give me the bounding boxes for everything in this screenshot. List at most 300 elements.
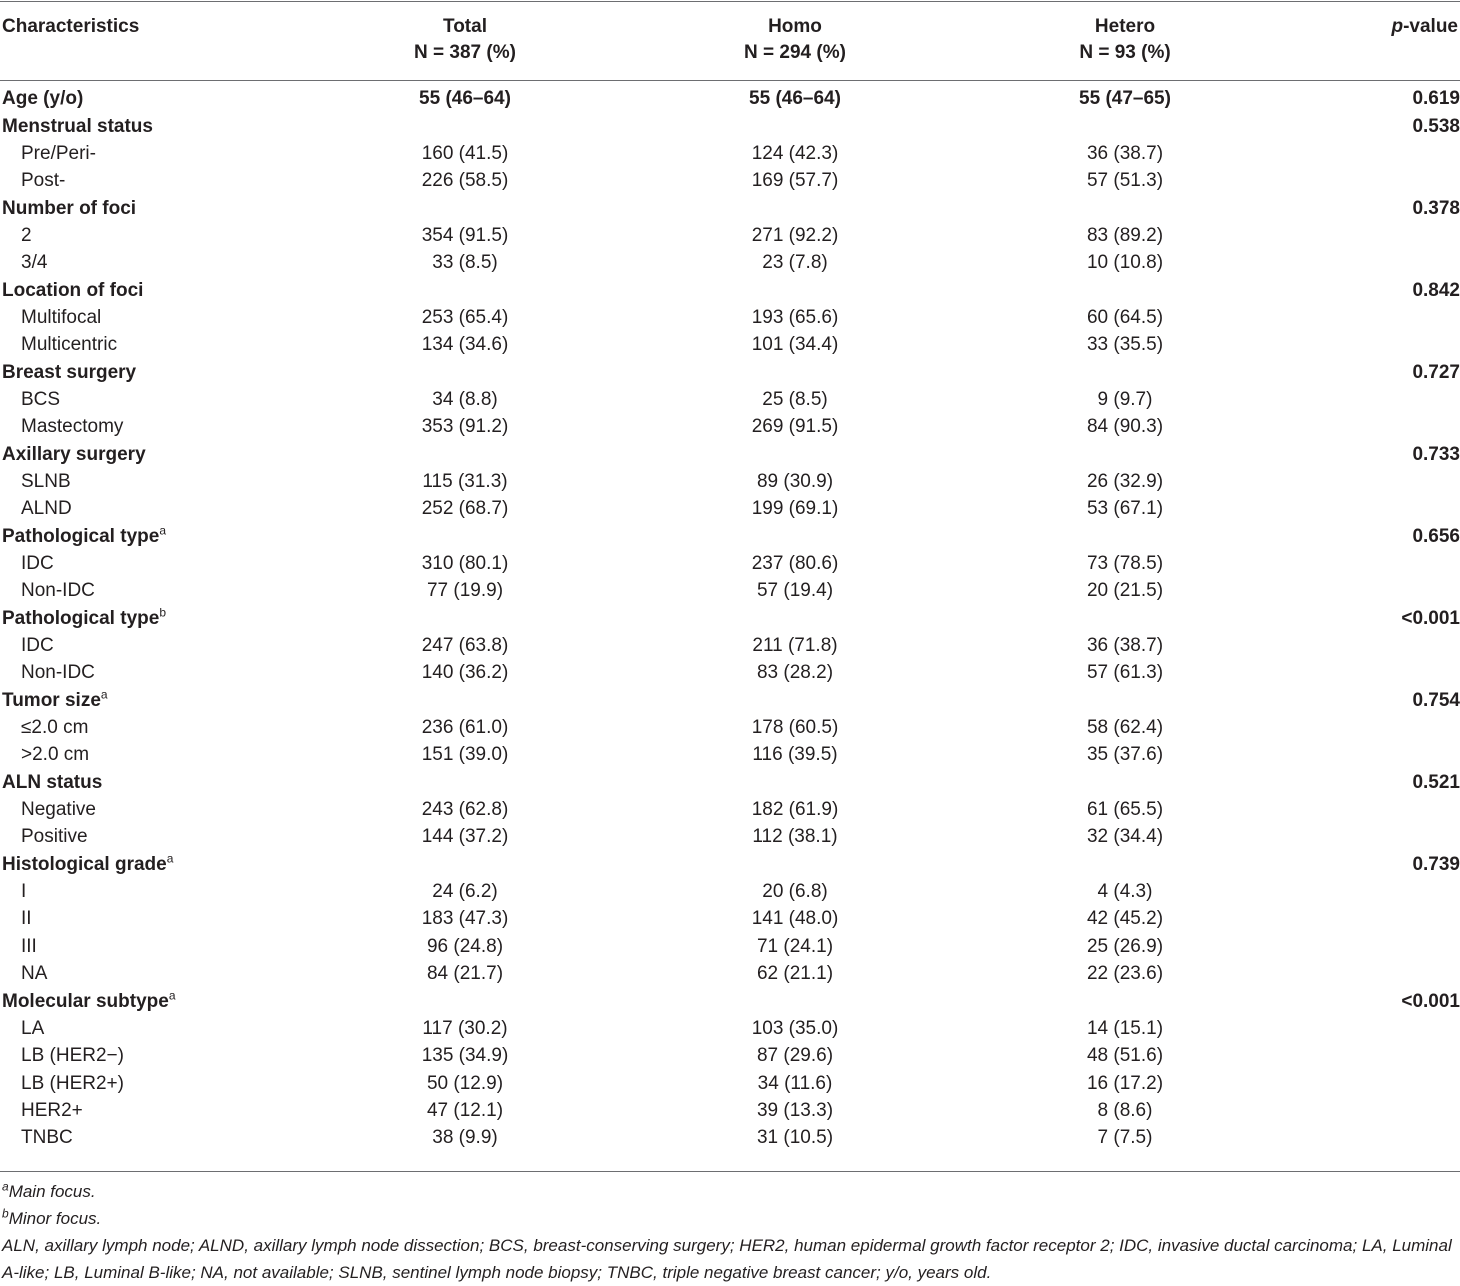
cell-characteristic: [0, 167, 300, 194]
cell-total: 353 (91.2): [421, 416, 509, 438]
cell-p-value: <0.001: [1401, 607, 1460, 629]
table-row-group-header: [0, 194, 1460, 221]
cell-p-value: [1290, 468, 1460, 495]
footnote-marker: a: [159, 523, 166, 538]
header-total: [300, 14, 630, 66]
table-row: [0, 495, 1460, 522]
cell-p-value: [1290, 550, 1460, 577]
cell-homo: [630, 440, 960, 467]
cell-p-value: [1290, 933, 1460, 960]
table-row-group-header: [0, 358, 1460, 385]
cell-homo: [630, 605, 960, 632]
characteristic-label: BCS: [21, 388, 61, 410]
cell-homo: 89 (30.9): [756, 470, 834, 492]
cell-characteristic: [0, 823, 300, 850]
footnote-marker: a: [100, 687, 108, 702]
header-total-label: Total: [443, 16, 487, 37]
cell-total: [300, 605, 630, 632]
cell-hetero: 10 (10.8): [1086, 252, 1164, 274]
cell-homo: 269 (91.5): [751, 416, 839, 438]
footnote-b-mark: b: [2, 1206, 9, 1221]
cell-hetero: [960, 769, 1290, 796]
cell-total: 135 (34.9): [421, 1045, 509, 1067]
table-row-group-header: [0, 440, 1460, 467]
characteristic-label: Menstrual status: [2, 115, 153, 137]
cell-p-value: 0.754: [1412, 689, 1460, 711]
cell-total: 84 (21.7): [426, 963, 504, 985]
table-row-group-header: [0, 112, 1460, 139]
cell-homo: 83 (28.2): [756, 662, 834, 684]
cell-hetero: [960, 112, 1290, 139]
cell-characteristic: [0, 905, 300, 932]
footnote-a: [2, 1178, 1458, 1205]
characteristic-label: ALND: [21, 498, 72, 520]
cell-hetero: [960, 440, 1290, 467]
characteristic-label: Non-IDC: [21, 580, 95, 602]
characteristic-label: 3/4: [21, 252, 48, 274]
cell-p-value: [1290, 1015, 1460, 1042]
cell-homo: 124 (42.3): [751, 142, 839, 164]
cell-total: 354 (91.5): [421, 224, 509, 246]
cell-hetero: 9 (9.7): [1097, 388, 1153, 410]
cell-homo: 87 (29.6): [756, 1045, 834, 1067]
cell-hetero: 8 (8.6): [1097, 1099, 1153, 1121]
cell-total: 134 (34.6): [421, 334, 509, 356]
cell-hetero: 73 (78.5): [1086, 553, 1164, 575]
cell-characteristic: [0, 112, 300, 139]
cell-hetero: 36 (38.7): [1086, 142, 1164, 164]
characteristic-label: ALN status: [2, 771, 103, 793]
cell-p-value: 0.842: [1412, 279, 1460, 301]
bottom-rule: [0, 1171, 1460, 1172]
characteristic-label: SLNB: [21, 470, 71, 492]
table-row-group-header: [0, 276, 1460, 303]
characteristic-label: Mastectomy: [21, 416, 124, 438]
cell-p-value: [1290, 386, 1460, 413]
cell-total: [300, 358, 630, 385]
table-row: [0, 331, 1460, 358]
cell-hetero: [960, 687, 1290, 714]
cell-p-value: [1290, 331, 1460, 358]
characteristic-label: LB (HER2+): [21, 1072, 124, 1094]
characteristic-label: TNBC: [21, 1127, 73, 1149]
cell-total: [300, 851, 630, 878]
cell-homo: 57 (19.4): [756, 580, 834, 602]
footnote-a-mark: a: [2, 1179, 9, 1194]
cell-characteristic: [0, 714, 300, 741]
cell-p-value: [1290, 577, 1460, 604]
header-characteristics: Characteristics: [2, 16, 140, 37]
cell-total: 151 (39.0): [421, 744, 509, 766]
cell-total: [300, 769, 630, 796]
cell-p-value: [1290, 413, 1460, 440]
cell-total: 247 (63.8): [421, 635, 509, 657]
cell-hetero: 7 (7.5): [1097, 1127, 1153, 1149]
cell-characteristic: [0, 276, 300, 303]
cell-homo: 23 (7.8): [762, 252, 828, 274]
cell-p-value: [1290, 1069, 1460, 1096]
characteristic-label: Pre/Peri-: [21, 142, 96, 164]
characteristic-label: IDC: [21, 635, 54, 657]
characteristic-label: Molecular subtype: [2, 990, 169, 1012]
characteristic-label: NA: [21, 963, 48, 985]
cell-p-value: 0.739: [1412, 853, 1460, 875]
cell-p-value: [1290, 905, 1460, 932]
cell-characteristic: [0, 331, 300, 358]
cell-hetero: 57 (51.3): [1086, 170, 1164, 192]
header-homo: [630, 14, 960, 66]
table-row: [0, 222, 1460, 249]
characteristic-label: IDC: [21, 553, 54, 575]
cell-hetero: 57 (61.3): [1086, 662, 1164, 684]
cell-homo: 55 (46–64): [749, 88, 841, 110]
footnote-marker: a: [166, 851, 174, 866]
characteristic-label: Histological grade: [2, 853, 167, 875]
cell-characteristic: [0, 605, 300, 632]
table-row: [0, 249, 1460, 276]
cell-homo: [630, 276, 960, 303]
cell-homo: 25 (8.5): [762, 388, 828, 410]
table-row: [0, 1015, 1460, 1042]
characteristic-label: ≤2.0 cm: [21, 717, 89, 739]
characteristic-label: Non-IDC: [21, 662, 95, 684]
cell-p-value: [1290, 1097, 1460, 1124]
cell-total: [300, 276, 630, 303]
cell-characteristic: [0, 468, 300, 495]
cell-hetero: 16 (17.2): [1086, 1072, 1164, 1094]
table-row-age: [0, 85, 1460, 112]
cell-characteristic: [0, 1042, 300, 1069]
cell-characteristic: [0, 304, 300, 331]
characteristic-label: Tumor size: [2, 689, 101, 711]
cell-total: 38 (9.9): [432, 1127, 498, 1149]
cell-characteristic: [0, 140, 300, 167]
header-hetero: [960, 14, 1290, 66]
cell-hetero: [960, 523, 1290, 550]
cell-p-value: 0.521: [1412, 771, 1460, 793]
cell-homo: 31 (10.5): [756, 1127, 834, 1149]
cell-p-value: <0.001: [1401, 990, 1460, 1012]
cell-homo: 169 (57.7): [751, 170, 839, 192]
table-row: [0, 140, 1460, 167]
cell-hetero: 48 (51.6): [1086, 1045, 1164, 1067]
characteristic-label: Positive: [21, 826, 88, 848]
cell-total: 55 (46–64): [419, 88, 511, 110]
header-hetero-n: N = 93 (%): [1079, 42, 1171, 63]
header-rule: [0, 80, 1460, 81]
cell-hetero: 33 (35.5): [1086, 334, 1164, 356]
table-row: [0, 659, 1460, 686]
cell-characteristic: [0, 440, 300, 467]
cell-characteristic: [0, 960, 300, 987]
cell-homo: [630, 194, 960, 221]
cell-total: [300, 440, 630, 467]
cell-characteristic: [0, 358, 300, 385]
cell-total: 115 (31.3): [422, 470, 508, 492]
cell-hetero: [960, 605, 1290, 632]
cell-characteristic: [0, 550, 300, 577]
cell-homo: 112 (38.1): [752, 826, 838, 848]
table-row: [0, 304, 1460, 331]
cell-total: [300, 194, 630, 221]
cell-characteristic: [0, 659, 300, 686]
cell-hetero: 26 (32.9): [1086, 470, 1164, 492]
cell-homo: [630, 987, 960, 1014]
cell-homo: 39 (13.3): [756, 1099, 834, 1121]
characteristic-label: >2.0 cm: [21, 744, 90, 766]
cell-hetero: 58 (62.4): [1086, 717, 1164, 739]
cell-hetero: 14 (15.1): [1086, 1017, 1164, 1039]
cell-total: 243 (62.8): [421, 799, 509, 821]
cell-hetero: 53 (67.1): [1086, 498, 1164, 520]
cell-p-value: 0.619: [1412, 88, 1460, 110]
table-row: [0, 386, 1460, 413]
cell-hetero: 20 (21.5): [1086, 580, 1164, 602]
cell-p-value: [1290, 741, 1460, 768]
footnotes: [2, 1178, 1458, 1286]
table-row: [0, 823, 1460, 850]
cell-total: [300, 987, 630, 1014]
cell-homo: 193 (65.6): [751, 306, 839, 328]
table-row-group-header: [0, 851, 1460, 878]
cell-homo: [630, 769, 960, 796]
table-row: [0, 796, 1460, 823]
cell-characteristic: [0, 85, 300, 112]
cell-hetero: 35 (37.6): [1086, 744, 1164, 766]
characteristic-label: Age (y/o): [2, 88, 84, 110]
characteristic-label: I: [21, 881, 27, 903]
cell-homo: [630, 112, 960, 139]
cell-total: 33 (8.5): [432, 252, 498, 274]
cell-total: [300, 687, 630, 714]
table-header: [0, 0, 1460, 80]
cell-characteristic: [0, 1124, 300, 1151]
cell-total: [300, 523, 630, 550]
cell-homo: 182 (61.9): [751, 799, 839, 821]
header-pvalue-p: p: [1391, 16, 1404, 37]
cell-characteristic: [0, 687, 300, 714]
cell-p-value: [1290, 878, 1460, 905]
table-row: [0, 878, 1460, 905]
characteristic-label: Pathological type: [2, 607, 160, 629]
table-row: [0, 960, 1460, 987]
cell-hetero: 83 (89.2): [1086, 224, 1164, 246]
characteristic-label: Negative: [21, 799, 96, 821]
cell-characteristic: [0, 1015, 300, 1042]
cell-characteristic: [0, 987, 300, 1014]
characteristic-label: Axillary surgery: [2, 443, 146, 465]
table-row: [0, 905, 1460, 932]
cell-hetero: 84 (90.3): [1086, 416, 1164, 438]
cell-hetero: 4 (4.3): [1097, 881, 1153, 903]
cell-total: 252 (68.7): [421, 498, 509, 520]
characteristic-label: Breast surgery: [2, 361, 137, 383]
cell-homo: [630, 851, 960, 878]
characteristic-label: Multicentric: [21, 334, 118, 356]
table-row: [0, 468, 1460, 495]
cell-total: 77 (19.9): [426, 580, 504, 602]
cell-p-value: [1290, 304, 1460, 331]
cell-hetero: 25 (26.9): [1086, 935, 1164, 957]
cell-p-value: 0.378: [1412, 197, 1460, 219]
table-row: [0, 1124, 1460, 1151]
cell-characteristic: [0, 495, 300, 522]
characteristics-table: [0, 85, 1460, 1151]
cell-homo: 101 (34.4): [751, 334, 839, 356]
cell-total: 160 (41.5): [421, 142, 509, 164]
cell-p-value: [1290, 796, 1460, 823]
cell-characteristic: [0, 878, 300, 905]
table-row-group-header: [0, 687, 1460, 714]
cell-p-value: 0.727: [1412, 361, 1460, 383]
cell-homo: 178 (60.5): [751, 717, 839, 739]
cell-p-value: [1290, 222, 1460, 249]
header-total-n: N = 387 (%): [414, 42, 516, 63]
table-row: [0, 933, 1460, 960]
table-row-group-header: [0, 605, 1460, 632]
characteristic-label: II: [21, 908, 32, 930]
characteristic-label: Location of foci: [2, 279, 144, 301]
cell-characteristic: [0, 769, 300, 796]
header-pvalue: [1391, 14, 1458, 40]
characteristic-label: III: [21, 935, 37, 957]
characteristic-label: LA: [21, 1017, 45, 1039]
cell-hetero: 32 (34.4): [1086, 826, 1164, 848]
cell-characteristic: [0, 249, 300, 276]
cell-homo: 103 (35.0): [751, 1017, 839, 1039]
characteristic-label: LB (HER2−): [21, 1045, 124, 1067]
cell-characteristic: [0, 222, 300, 249]
footnote-marker: b: [159, 605, 166, 620]
cell-homo: 20 (6.8): [762, 881, 828, 903]
cell-hetero: 36 (38.7): [1086, 635, 1164, 657]
cell-total: 310 (80.1): [421, 553, 509, 575]
cell-characteristic: [0, 1069, 300, 1096]
footnote-a-text: Main focus.: [8, 1182, 96, 1201]
cell-p-value: 0.538: [1412, 115, 1460, 137]
cell-characteristic: [0, 523, 300, 550]
cell-hetero: [960, 276, 1290, 303]
cell-hetero: [960, 987, 1290, 1014]
footnote-b: [2, 1205, 1458, 1232]
cell-homo: 62 (21.1): [756, 963, 834, 985]
table-row: [0, 1097, 1460, 1124]
cell-homo: 271 (92.2): [751, 224, 839, 246]
cell-total: 34 (8.8): [432, 388, 498, 410]
table-row: [0, 167, 1460, 194]
table-row: [0, 714, 1460, 741]
table-row: [0, 1069, 1460, 1096]
table-row-group-header: [0, 523, 1460, 550]
cell-characteristic: [0, 851, 300, 878]
cell-hetero: 60 (64.5): [1086, 306, 1164, 328]
footnote-b-text: Minor focus.: [8, 1209, 102, 1228]
table-row: [0, 632, 1460, 659]
cell-homo: 34 (11.6): [757, 1072, 833, 1094]
cell-homo: [630, 687, 960, 714]
header-homo-label: Homo: [768, 16, 822, 37]
cell-total: 226 (58.5): [421, 170, 509, 192]
characteristic-label: Number of foci: [2, 197, 137, 219]
cell-total: 24 (6.2): [432, 881, 498, 903]
characteristic-label: Pathological type: [2, 525, 160, 547]
table-row: [0, 577, 1460, 604]
cell-characteristic: [0, 933, 300, 960]
cell-p-value: [1290, 1042, 1460, 1069]
cell-homo: 71 (24.1): [756, 935, 834, 957]
cell-p-value: [1290, 167, 1460, 194]
table-row-group-header: [0, 769, 1460, 796]
cell-total: 144 (37.2): [421, 826, 509, 848]
cell-hetero: [960, 194, 1290, 221]
cell-homo: 116 (39.5): [752, 744, 838, 766]
cell-hetero: [960, 358, 1290, 385]
cell-homo: [630, 358, 960, 385]
table-row: [0, 550, 1460, 577]
cell-characteristic: [0, 796, 300, 823]
cell-total: 183 (47.3): [421, 908, 509, 930]
cell-hetero: 55 (47–65): [1079, 88, 1171, 110]
cell-total: 50 (12.9): [426, 1072, 504, 1094]
cell-total: 140 (36.2): [421, 662, 509, 684]
cell-homo: 141 (48.0): [751, 908, 839, 930]
characteristic-label: 2: [21, 224, 32, 246]
header-pvalue-rest: -value: [1403, 16, 1458, 37]
cell-total: [300, 112, 630, 139]
cell-p-value: [1290, 249, 1460, 276]
header-hetero-label: Hetero: [1094, 16, 1156, 37]
table-row-group-header: [0, 987, 1460, 1014]
cell-homo: 199 (69.1): [751, 498, 839, 520]
cell-homo: 211 (71.8): [752, 635, 838, 657]
cell-p-value: [1290, 495, 1460, 522]
characteristic-label: Post-: [21, 170, 66, 192]
cell-characteristic: [0, 194, 300, 221]
cell-p-value: [1290, 714, 1460, 741]
cell-p-value: [1290, 1124, 1460, 1151]
footnote-marker: a: [168, 988, 176, 1003]
cell-p-value: 0.733: [1412, 443, 1460, 465]
cell-characteristic: [0, 577, 300, 604]
cell-homo: [630, 523, 960, 550]
cell-characteristic: [0, 386, 300, 413]
cell-p-value: [1290, 140, 1460, 167]
cell-hetero: 42 (45.2): [1086, 908, 1164, 930]
cell-p-value: [1290, 823, 1460, 850]
cell-p-value: [1290, 960, 1460, 987]
characteristic-label: Multifocal: [21, 306, 102, 328]
cell-hetero: 22 (23.6): [1086, 963, 1164, 985]
cell-p-value: [1290, 659, 1460, 686]
cell-hetero: [960, 851, 1290, 878]
cell-hetero: 61 (65.5): [1086, 799, 1164, 821]
cell-total: 96 (24.8): [426, 935, 504, 957]
cell-total: 47 (12.1): [426, 1099, 504, 1121]
cell-p-value: 0.656: [1412, 525, 1460, 547]
table-row: [0, 413, 1460, 440]
cell-total: 253 (65.4): [421, 306, 509, 328]
cell-characteristic: [0, 413, 300, 440]
cell-characteristic: [0, 1097, 300, 1124]
header-homo-n: N = 294 (%): [744, 42, 846, 63]
cell-total: 117 (30.2): [422, 1017, 508, 1039]
table-row: [0, 741, 1460, 768]
footnote-abbreviations: ALN, axillary lymph node; ALND, axillary lymph node dissection; BCS, breast-conserving surgery; HER2, human epidermal growth factor receptor 2; IDC, invasive ductal carcinoma; LA, Luminal A-like; LB, Luminal B-like; NA, not available; SLNB, sentinel lymph node biopsy; TNBC, triple negative breast cancer; y/o, years old.: [2, 1236, 1452, 1282]
table-body: [0, 85, 1460, 1151]
cell-characteristic: [0, 741, 300, 768]
table-row: [0, 1042, 1460, 1069]
cell-characteristic: [0, 632, 300, 659]
